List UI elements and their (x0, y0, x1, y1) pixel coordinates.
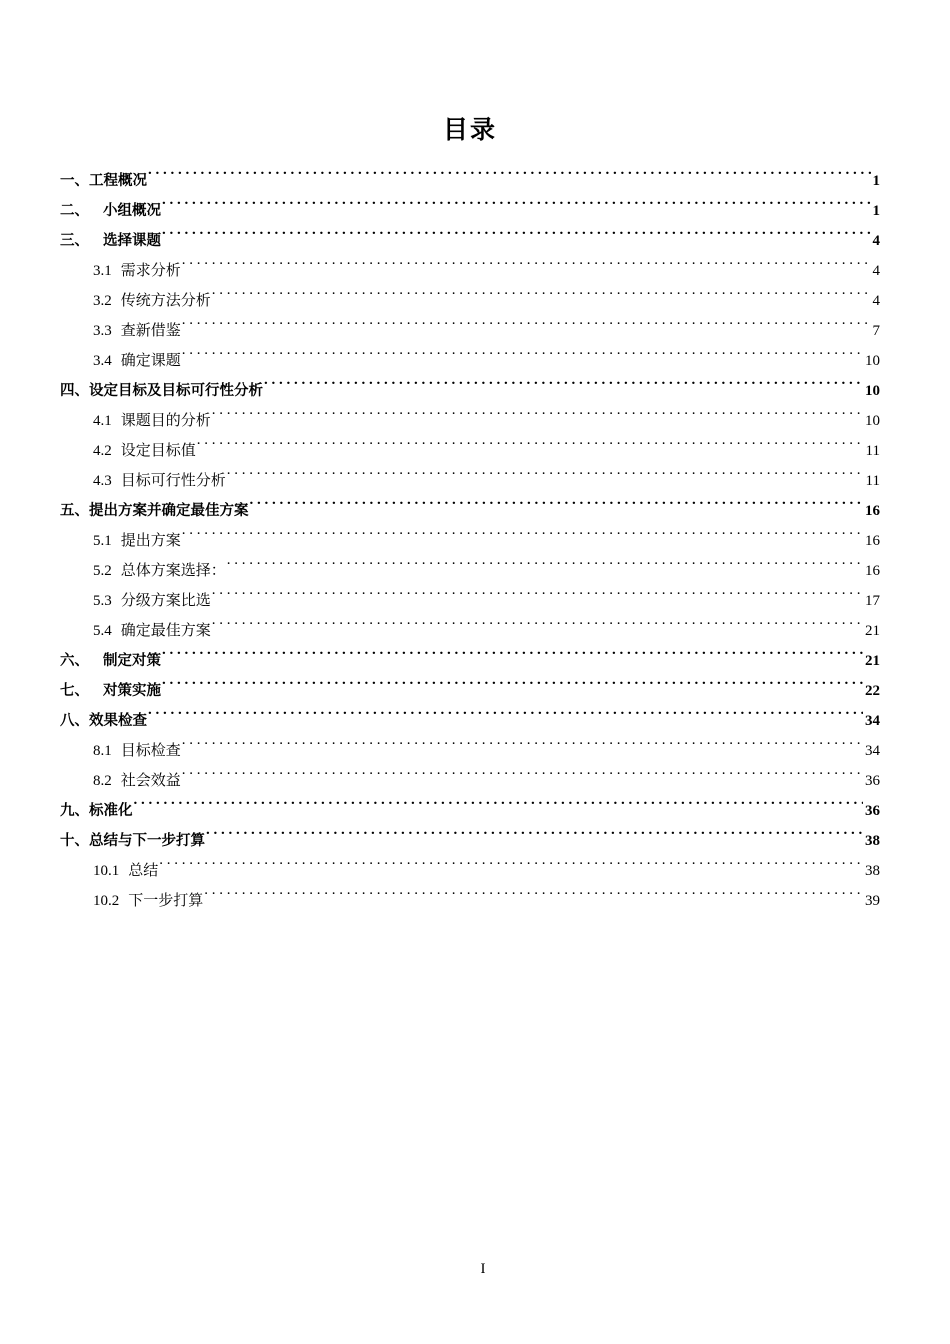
dot-leader (182, 755, 863, 785)
dot-leader (212, 275, 871, 305)
toc-entry-number: 5.3 (93, 593, 112, 609)
toc-entry-page: 21 (865, 623, 880, 639)
dot-leader (212, 575, 863, 605)
toc-entry-page: 39 (865, 893, 880, 909)
toc-entry-page: 16 (865, 563, 880, 579)
dot-leader (182, 335, 863, 365)
toc-entry-number: 5.4 (93, 623, 112, 639)
toc-entry-page: 16 (865, 503, 880, 519)
toc-entry-title: 效果检查 (89, 713, 147, 729)
toc-entry-title: 小组概况 (103, 203, 161, 219)
toc-entry[interactable] (60, 245, 880, 279)
toc-entry-number: 三、 (60, 233, 89, 249)
toc-entry-title: 查新借鉴 (120, 323, 181, 339)
toc-entry-title: 需求分析 (120, 263, 181, 279)
toc-entry-title: 提出方案并确定最佳方案 (89, 503, 249, 519)
toc-entry-page: 17 (865, 593, 880, 609)
toc-entry-number: 七、 (60, 683, 89, 699)
toc-entry-page: 10 (865, 413, 880, 429)
toc-entry-title: 设定目标值 (120, 443, 196, 459)
toc-entry-page: 4 (872, 263, 880, 279)
toc-entry-title: 社会效益 (120, 773, 181, 789)
toc-entry-page: 36 (865, 803, 880, 819)
toc-entry-number: 3.3 (93, 323, 112, 339)
toc-entry-number: 二、 (60, 203, 89, 219)
toc-entry-page: 11 (865, 473, 880, 489)
toc-entry-number: 4.2 (93, 443, 112, 459)
toc-entry-title: 制定对策 (103, 653, 161, 669)
dot-leader (162, 215, 871, 245)
toc-entry[interactable] (60, 305, 880, 339)
toc-entry[interactable] (60, 215, 880, 249)
toc-entry-page: 1 (872, 203, 880, 219)
toc-entry-number: 3.1 (93, 263, 112, 279)
dot-leader (250, 485, 864, 515)
dot-leader (148, 695, 863, 725)
dot-leader (182, 725, 863, 755)
toc-entry-title: 目标检查 (120, 743, 181, 759)
dot-leader (162, 665, 863, 695)
table-of-contents (60, 155, 880, 909)
toc-entry-title: 传统方法分析 (120, 293, 211, 309)
dot-leader (197, 425, 864, 455)
toc-entry-page: 34 (865, 743, 880, 759)
page-number-footer: I (480, 1261, 486, 1277)
toc-entry-page: 34 (865, 713, 880, 729)
dot-leader (159, 845, 863, 875)
toc-entry-number: 8.1 (93, 743, 112, 759)
toc-entry-page: 38 (865, 863, 880, 879)
toc-entry-number: 一、 (60, 173, 89, 189)
toc-entry-number: 4.3 (93, 473, 112, 489)
toc-entry[interactable] (60, 365, 880, 399)
toc-entry-number: 3.2 (93, 293, 112, 309)
toc-entry-title: 选择课题 (103, 233, 161, 249)
toc-entry-title: 设定目标及目标可行性分析 (89, 383, 263, 399)
toc-entry-number: 5.1 (93, 533, 112, 549)
toc-entry-number: 九、 (60, 803, 89, 819)
dot-leader (182, 245, 871, 275)
toc-entry-page: 1 (872, 173, 880, 189)
toc-entry-number: 四、 (60, 383, 89, 399)
toc-entry-number: 八、 (60, 713, 89, 729)
toc-entry-number: 六、 (60, 653, 89, 669)
toc-entry-page: 7 (872, 323, 880, 339)
toc-entry-number: 3.4 (93, 353, 112, 369)
toc-entry-page: 11 (865, 443, 880, 459)
toc-entry-page: 21 (865, 653, 880, 669)
toc-entry[interactable] (60, 635, 880, 669)
toc-entry-page: 22 (865, 683, 880, 699)
toc-entry-title: 工程概况 (89, 173, 147, 189)
toc-entry-title: 总结 (128, 863, 159, 879)
toc-entry[interactable] (60, 185, 880, 219)
dot-leader (204, 875, 863, 905)
toc-entry-title: 目标可行性分析 (120, 473, 226, 489)
toc-entry-page: 4 (872, 293, 880, 309)
toc-entry-number: 五、 (60, 503, 89, 519)
toc-entry-number: 10.2 (93, 893, 120, 909)
dot-leader (264, 365, 863, 395)
toc-entry[interactable] (60, 875, 880, 909)
toc-entry-page: 10 (865, 353, 880, 369)
dot-leader (206, 815, 863, 845)
dot-leader (134, 785, 864, 815)
toc-entry-title: 分级方案比选 (120, 593, 211, 609)
dot-leader (182, 515, 863, 545)
toc-entry-page: 10 (865, 383, 880, 399)
toc-entry-number: 5.2 (93, 563, 112, 579)
toc-entry-number: 10.1 (93, 863, 120, 879)
dot-leader (182, 305, 871, 335)
dot-leader (227, 455, 864, 485)
toc-entry-number: 十、 (60, 833, 89, 849)
dot-leader (227, 545, 863, 575)
page-title: 目录 (442, 117, 497, 144)
toc-entry-title: 提出方案 (120, 533, 181, 549)
dot-leader (212, 605, 863, 635)
toc-entry[interactable] (60, 275, 880, 309)
toc-entry-page: 38 (865, 833, 880, 849)
dot-leader (162, 185, 871, 215)
toc-entry[interactable] (60, 335, 880, 369)
toc-entry[interactable] (60, 695, 880, 729)
toc-entry[interactable] (60, 665, 880, 699)
toc-entry-page: 36 (865, 773, 880, 789)
toc-entry-title: 课题目的分析 (120, 413, 211, 429)
toc-entry-title: 总结与下一步打算 (89, 833, 205, 849)
dot-leader (162, 635, 863, 665)
toc-entry[interactable] (60, 155, 880, 189)
toc-entry[interactable] (60, 785, 880, 819)
toc-entry[interactable] (60, 755, 880, 789)
toc-entry[interactable] (60, 725, 880, 759)
toc-entry-number: 4.1 (93, 413, 112, 429)
dot-leader (212, 395, 863, 425)
dot-leader (148, 155, 871, 185)
toc-entry[interactable] (60, 545, 880, 579)
toc-entry-page: 4 (872, 233, 880, 249)
toc-entry[interactable] (60, 515, 880, 549)
toc-entry[interactable] (60, 815, 880, 849)
toc-entry[interactable] (60, 845, 880, 879)
toc-entry-title: 总体方案选择： (120, 563, 226, 579)
toc-entry-number: 8.2 (93, 773, 112, 789)
toc-entry-title: 标准化 (89, 803, 133, 819)
toc-entry-title: 对策实施 (103, 683, 161, 699)
toc-entry-page: 16 (865, 533, 880, 549)
toc-entry-title: 确定最佳方案 (120, 623, 211, 639)
toc-entry-title: 下一步打算 (128, 893, 204, 909)
toc-entry-title: 确定课题 (120, 353, 181, 369)
